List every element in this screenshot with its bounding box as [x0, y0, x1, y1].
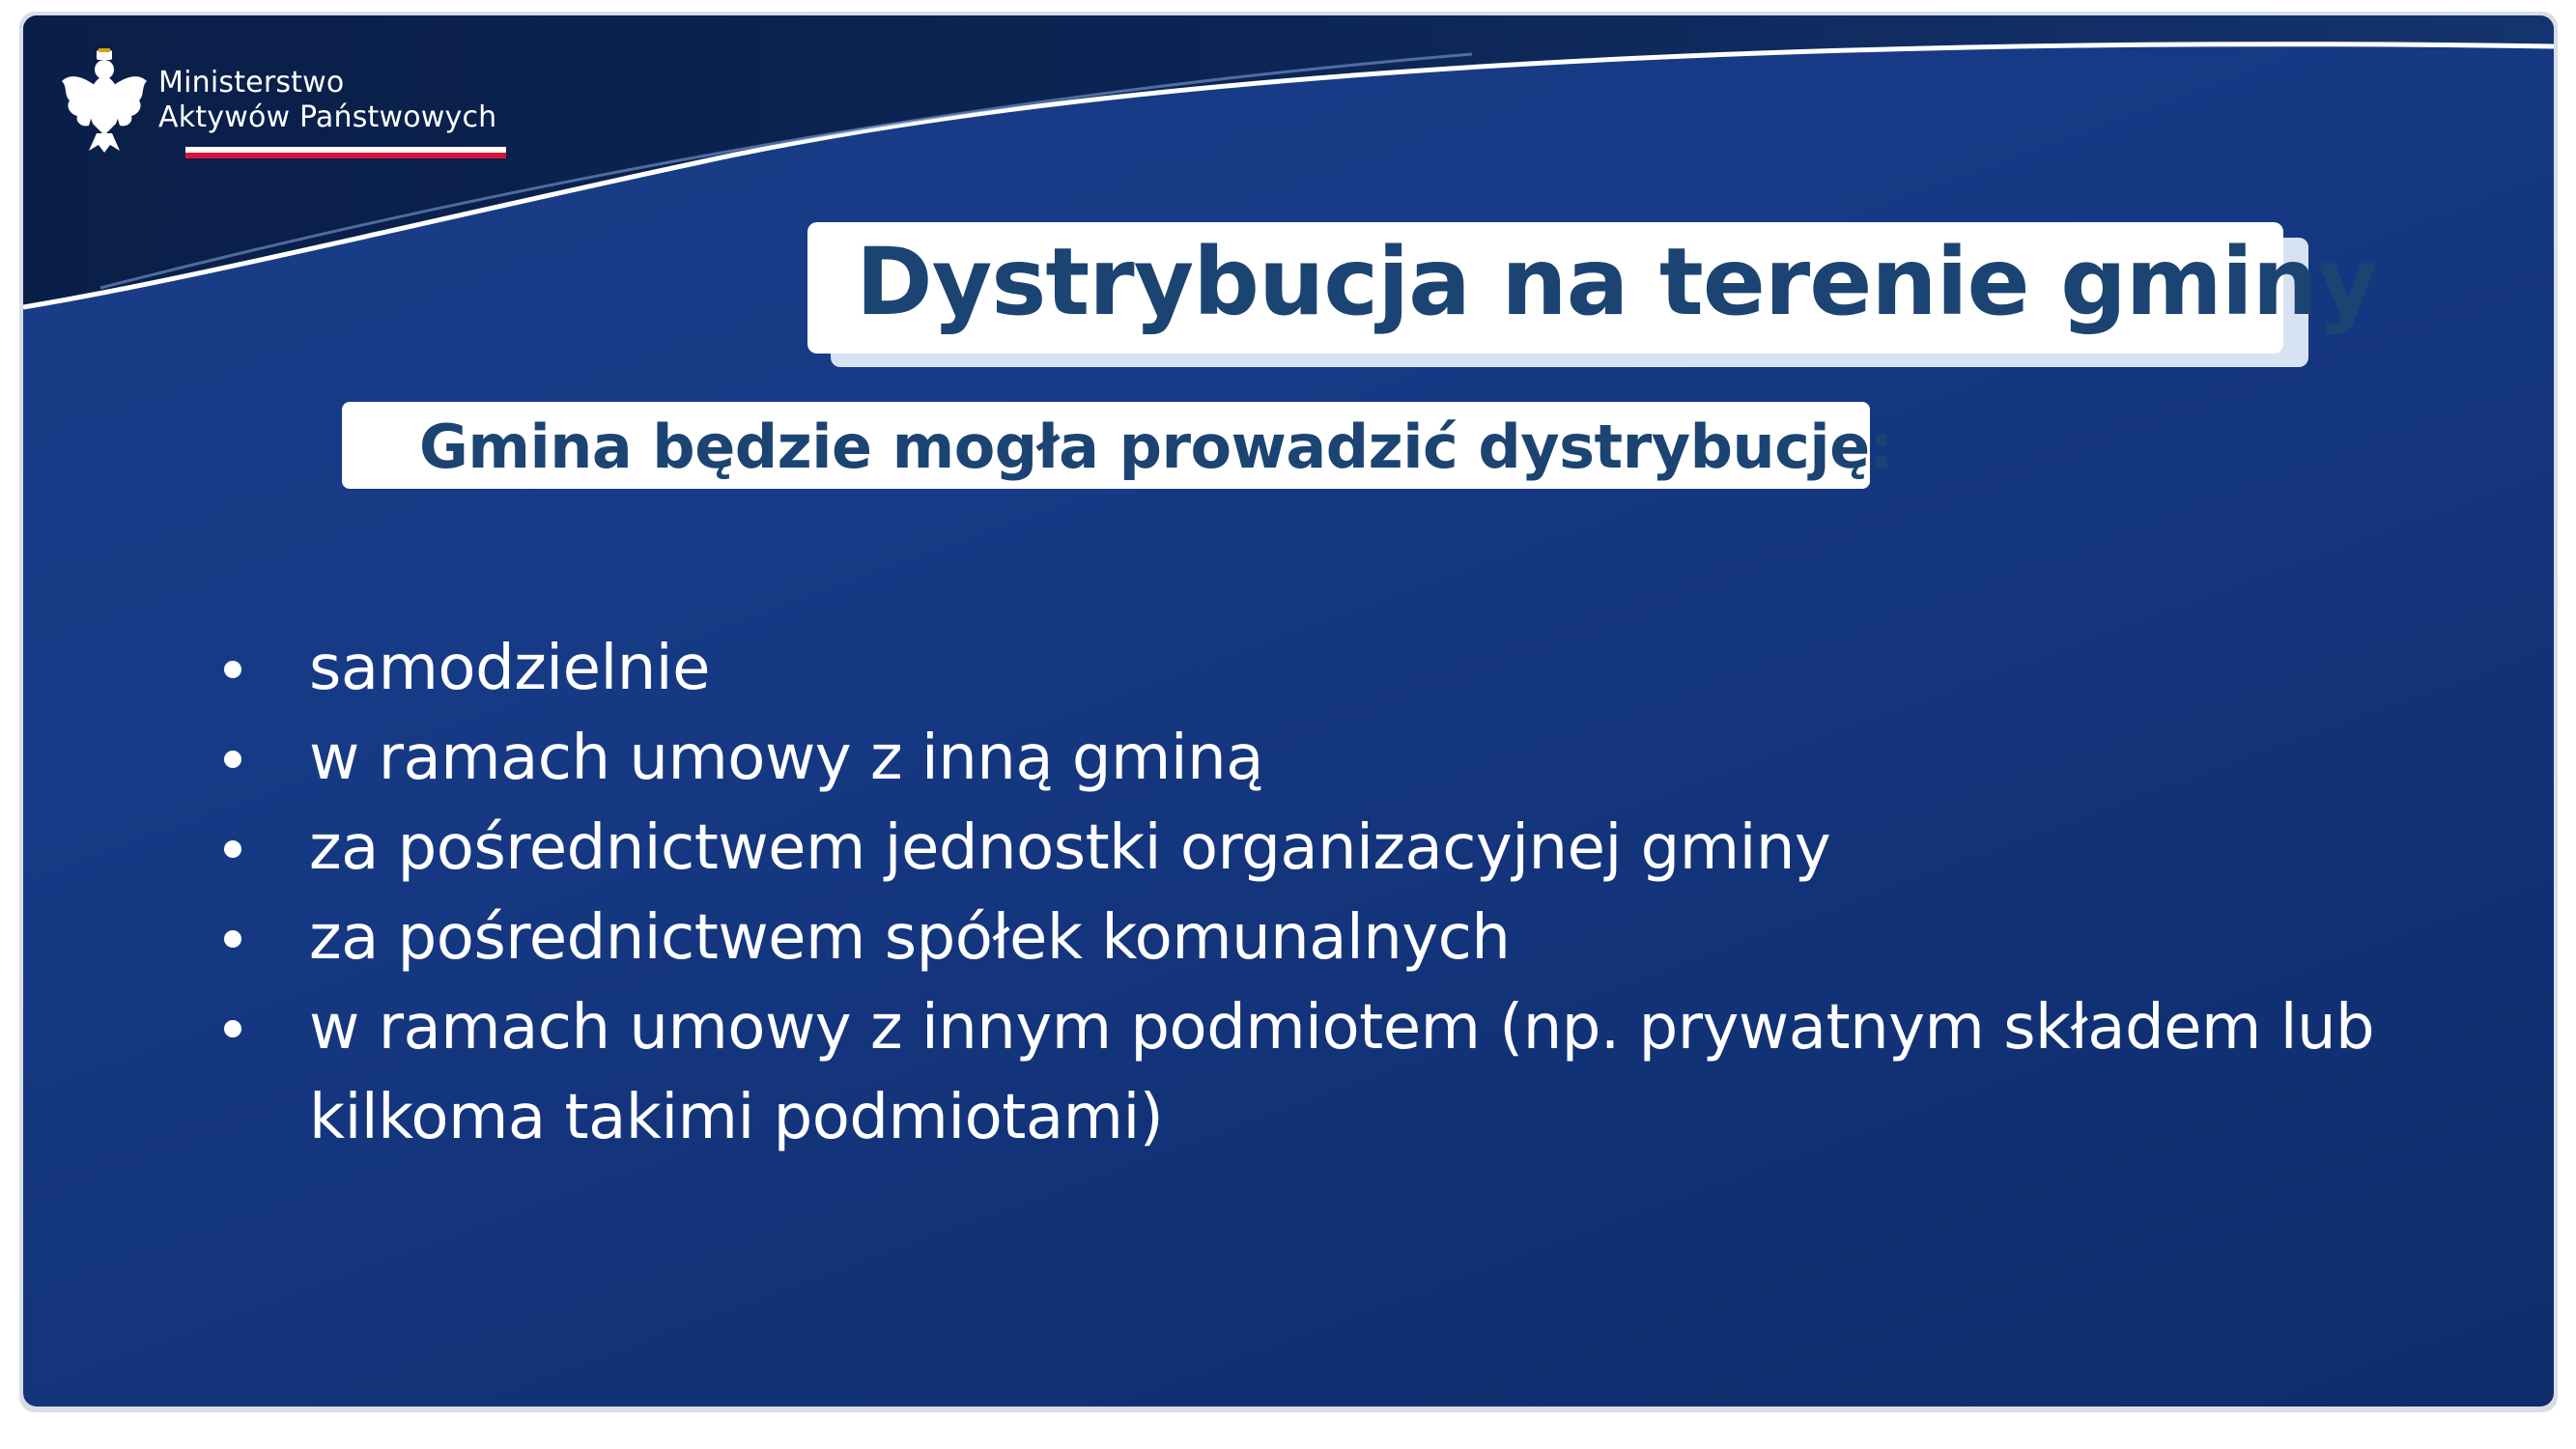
bullet-dot-icon — [224, 661, 241, 678]
logo-text-line1: Ministerstwo — [158, 66, 345, 99]
flag-stripe — [185, 147, 506, 158]
bullet-list — [207, 624, 2428, 1163]
bullet-item — [207, 983, 2428, 1163]
bullet-text: za pośrednictwem jednostki organizacyjnej gminy — [309, 812, 1831, 884]
logo-text-line2: Aktywów Państwowych — [158, 100, 497, 134]
bullet-item — [207, 624, 2428, 714]
bullet-dot-icon — [224, 840, 241, 858]
bullet-dot-icon — [224, 1020, 241, 1037]
bullet-text: w ramach umowy z inną gminą — [309, 723, 1263, 794]
slide-title: Dystrybucja na terenie gminy — [856, 228, 2377, 336]
bullet-text: za pośrednictwem spółek komunalnych — [309, 902, 1511, 974]
bullet-text: samodzielnie — [309, 633, 710, 704]
subtitle-box — [342, 402, 1894, 489]
white-eagle-icon — [60, 46, 149, 155]
slide — [23, 15, 2554, 1406]
bullet-item — [207, 714, 2428, 804]
bullet-dot-icon — [224, 930, 241, 948]
title-box — [807, 222, 2377, 354]
bullet-dot-icon — [224, 751, 241, 768]
slide-subtitle: Gmina będzie mogła prowadzić dystrybucję: — [419, 412, 1894, 482]
bullet-item — [207, 894, 2428, 983]
bullet-text: w ramach umowy z innym podmiotem (np. prywatnym składem lub kilkoma takimi podmiotami) — [309, 992, 2375, 1153]
ministry-logo — [60, 46, 514, 172]
bullet-item — [207, 804, 2428, 894]
